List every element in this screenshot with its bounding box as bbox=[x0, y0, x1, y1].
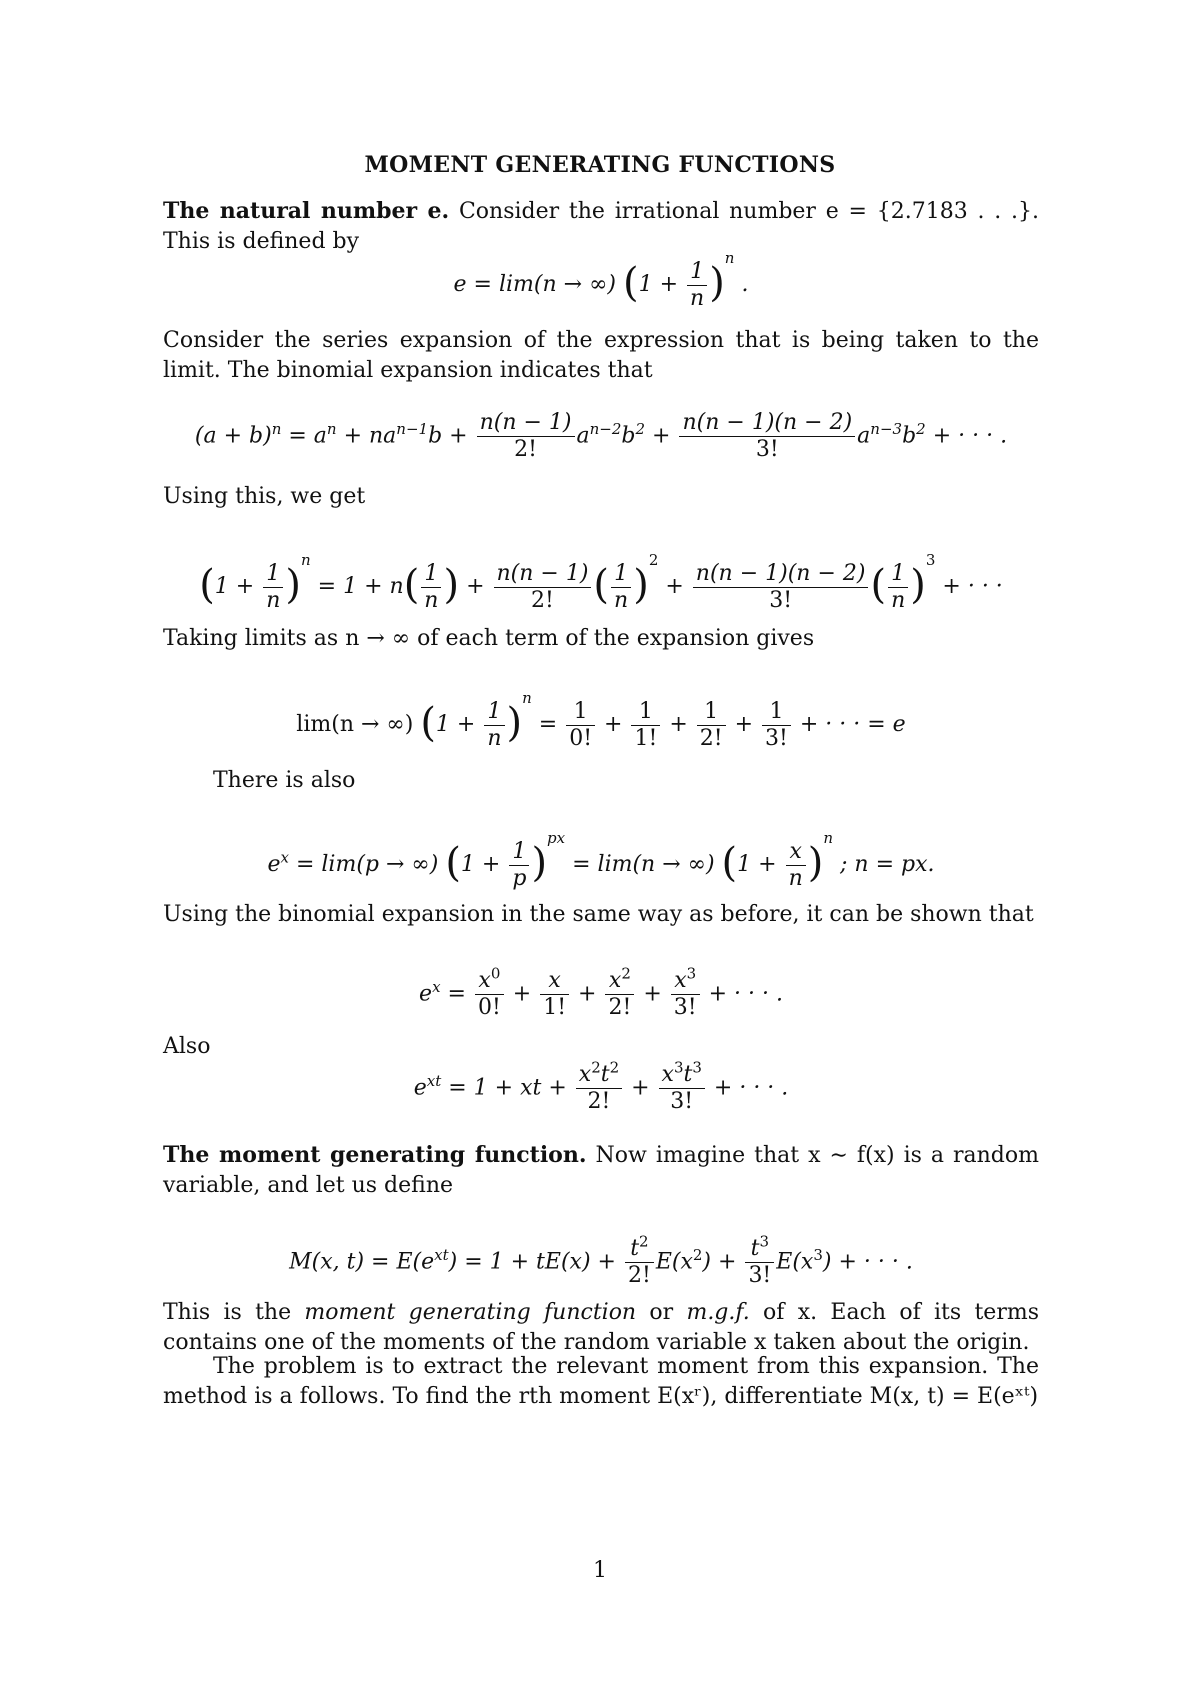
para-text: This is the bbox=[163, 1300, 305, 1325]
eq-text: (a + b) bbox=[194, 423, 272, 449]
eq-text: + bbox=[571, 981, 604, 1007]
exponent: n bbox=[823, 829, 834, 847]
fraction bbox=[484, 699, 504, 752]
eq-text: e bbox=[419, 981, 433, 1007]
numerator: 1 bbox=[266, 560, 281, 586]
numerator: n(n − 1)(n − 2) bbox=[682, 410, 853, 435]
eq-text: e bbox=[267, 852, 281, 877]
denominator: 3! bbox=[659, 1088, 705, 1115]
numerator: 1 bbox=[573, 698, 588, 724]
fraction bbox=[762, 699, 791, 752]
numerator bbox=[576, 1058, 622, 1088]
eq-text: + · · · . bbox=[925, 423, 1008, 449]
fraction bbox=[693, 561, 869, 614]
eq-text: + bbox=[459, 574, 492, 599]
denominator: n bbox=[263, 587, 283, 614]
numerator: 1 bbox=[638, 698, 653, 724]
denominator: 3! bbox=[693, 587, 869, 614]
fraction bbox=[697, 699, 726, 752]
left-paren: ( bbox=[870, 562, 887, 608]
fraction bbox=[421, 561, 441, 614]
fraction bbox=[494, 561, 592, 614]
denominator: n bbox=[484, 725, 504, 752]
fraction bbox=[475, 964, 504, 1021]
exponent: n bbox=[326, 420, 337, 439]
emphasis-text: m.g.f. bbox=[686, 1300, 750, 1325]
fraction bbox=[631, 699, 660, 752]
mgf-intro: Now imagine that x ∼ f(x) is a random variable, and let us define bbox=[163, 1143, 1039, 1198]
exponent: 3 bbox=[673, 1058, 684, 1077]
eq-text: a bbox=[576, 423, 590, 449]
denominator: 0! bbox=[475, 994, 504, 1021]
exponent: 2 bbox=[621, 964, 631, 983]
equation-ex-limit bbox=[163, 829, 1039, 892]
denominator: 2! bbox=[605, 994, 634, 1021]
eq-text: + bbox=[658, 574, 691, 599]
emphasis-text: moment generating function bbox=[304, 1300, 637, 1325]
denominator: 2! bbox=[625, 1262, 654, 1289]
eq-text: t bbox=[630, 1236, 640, 1261]
equation-ex-series bbox=[163, 964, 1039, 1021]
eq-text: t bbox=[600, 1062, 610, 1087]
eq-text: x bbox=[478, 968, 491, 993]
fraction bbox=[659, 1058, 705, 1115]
right-paren: ) bbox=[506, 700, 523, 746]
numerator: n(n − 1) bbox=[496, 560, 589, 586]
denominator: 0! bbox=[566, 725, 595, 752]
eq-text: x bbox=[578, 1062, 592, 1087]
exponent: 2 bbox=[635, 420, 646, 439]
eq-text: . bbox=[734, 272, 749, 297]
fraction bbox=[611, 561, 631, 614]
eq-text: + · · · . bbox=[701, 981, 783, 1007]
mgf-heading: The moment generating function. bbox=[163, 1142, 587, 1168]
exponent: px bbox=[547, 829, 566, 847]
numerator: n(n − 1) bbox=[479, 410, 572, 435]
right-paren: ) bbox=[709, 260, 725, 306]
eq-text: E(x bbox=[655, 1249, 693, 1275]
denominator: 2! bbox=[697, 725, 726, 752]
numerator bbox=[659, 1058, 705, 1088]
fraction bbox=[625, 1232, 654, 1289]
fraction bbox=[605, 964, 634, 1021]
page-number: 1 bbox=[593, 1558, 607, 1583]
exponent: 3 bbox=[759, 1232, 770, 1251]
exponent: 2 bbox=[591, 1058, 601, 1077]
exponent: 2 bbox=[648, 551, 659, 569]
eq-text: + · · · bbox=[935, 574, 1003, 599]
fraction bbox=[786, 839, 806, 892]
eq-text: + bbox=[624, 1075, 657, 1101]
eq-text: x bbox=[661, 1062, 674, 1087]
denominator: n bbox=[687, 285, 707, 312]
fraction bbox=[509, 839, 529, 892]
denominator: n bbox=[421, 587, 441, 614]
eq-text: e = lim(n → ∞) bbox=[453, 272, 623, 297]
eq-text: = lim(n → ∞) bbox=[565, 852, 722, 877]
eq-text: + · · · . bbox=[706, 1075, 789, 1101]
eq-text: a bbox=[857, 423, 871, 449]
numerator: 1 bbox=[704, 698, 719, 724]
fraction bbox=[263, 561, 283, 614]
numerator: 1 bbox=[424, 560, 439, 586]
numerator: 1 bbox=[487, 698, 502, 724]
numerator bbox=[745, 1232, 774, 1262]
exponent: n bbox=[724, 249, 735, 267]
eq-text: t bbox=[683, 1062, 693, 1087]
numerator: 1 bbox=[690, 258, 705, 284]
exponent: n bbox=[271, 420, 282, 439]
exponent: 3 bbox=[813, 1246, 823, 1265]
denominator: 3! bbox=[762, 725, 791, 752]
fraction bbox=[566, 699, 595, 752]
left-paren: ( bbox=[721, 840, 738, 886]
eq-text: x bbox=[608, 968, 622, 993]
exponent: n−1 bbox=[396, 420, 429, 439]
eq-text: = lim(p → ∞) bbox=[288, 852, 446, 877]
exponent: 3 bbox=[925, 551, 936, 569]
eq-text: = bbox=[531, 712, 565, 737]
right-paren: ) bbox=[285, 562, 301, 608]
equation-limit bbox=[163, 689, 1039, 752]
denominator: p bbox=[509, 865, 529, 892]
equation-ext-series bbox=[163, 1058, 1039, 1115]
eq-text: + bbox=[645, 423, 678, 449]
eq-text: + bbox=[636, 981, 669, 1007]
denominator: n bbox=[611, 587, 631, 614]
denominator: 2! bbox=[576, 1088, 622, 1115]
mgf-paragraph bbox=[163, 1140, 1039, 1201]
numerator: 1 bbox=[769, 698, 784, 724]
fraction bbox=[687, 259, 707, 312]
left-paren: ( bbox=[199, 562, 215, 608]
taking-limits-line: Taking limits as n → ∞ of each term of the expansion gives bbox=[163, 626, 815, 651]
eq-text: 1 + bbox=[638, 272, 686, 297]
eq-text: b bbox=[621, 423, 636, 449]
numerator bbox=[625, 1232, 654, 1262]
eq-text: x bbox=[674, 968, 687, 993]
series-paragraph: Consider the series expansion of the expression that is being taken to the limit. The binomial expansion indicates that bbox=[163, 328, 1039, 383]
fraction bbox=[679, 410, 855, 463]
fraction bbox=[671, 964, 700, 1021]
eq-text: M(x, t) = E(e bbox=[289, 1249, 435, 1275]
denominator: 3! bbox=[679, 436, 855, 463]
numerator: x bbox=[548, 968, 561, 993]
right-paren: ) bbox=[910, 562, 926, 608]
numerator bbox=[605, 964, 634, 994]
exponent: n bbox=[522, 689, 532, 707]
numerator bbox=[671, 964, 700, 994]
exponent: n−2 bbox=[589, 420, 622, 439]
exponent: 0 bbox=[490, 964, 501, 983]
exponent: x bbox=[432, 978, 441, 997]
left-paren: ( bbox=[445, 840, 461, 886]
natural-number-heading: The natural number e. bbox=[163, 198, 450, 224]
eq-text: 1 + bbox=[737, 852, 784, 877]
numerator: 1 bbox=[891, 560, 906, 586]
equation-e-definition bbox=[163, 249, 1039, 312]
numerator: x bbox=[789, 838, 802, 864]
eq-text: 1 + bbox=[214, 574, 262, 599]
fraction bbox=[745, 1232, 774, 1289]
using-binomial-line: Using the binomial expansion in the same way as before, it can be shown that bbox=[163, 902, 1034, 927]
eq-text: lim(n → ∞) bbox=[296, 712, 421, 737]
exponent: x bbox=[280, 848, 289, 867]
eq-text: b + bbox=[428, 423, 475, 449]
right-paren: ) bbox=[531, 840, 548, 886]
eq-text: = 1 + n bbox=[310, 574, 404, 599]
equation-mgf bbox=[163, 1232, 1039, 1289]
eq-text: E(x bbox=[776, 1249, 814, 1275]
denominator: 1! bbox=[631, 725, 660, 752]
exponent: n−3 bbox=[870, 420, 903, 439]
eq-text: b bbox=[902, 423, 917, 449]
natural-number-paragraph bbox=[163, 196, 1039, 257]
fraction bbox=[576, 1058, 622, 1115]
fraction bbox=[540, 968, 569, 1021]
eq-text: = 1 + xt + bbox=[441, 1075, 574, 1101]
left-paren: ( bbox=[420, 700, 436, 746]
left-paren: ( bbox=[403, 562, 420, 608]
natural-number-intro: Consider the irrational number e = {2.7183 . . .}. This is defined by bbox=[163, 199, 1039, 254]
numerator: 1 bbox=[614, 560, 629, 586]
eq-text: ) + bbox=[702, 1249, 744, 1275]
problem-paragraph: The problem is to extract the relevant moment from this expansion. The method is a follows. To find the rth moment E(xʳ), differentiate M(x, t) = E(eˣᵗ) bbox=[163, 1354, 1039, 1409]
eq-text: 1 + bbox=[435, 712, 483, 737]
exponent: xt bbox=[426, 1072, 442, 1091]
eq-text: + na bbox=[336, 423, 397, 449]
equation-expansion bbox=[163, 551, 1039, 614]
denominator: 1! bbox=[540, 994, 569, 1021]
eq-text: 1 + bbox=[460, 852, 508, 877]
fraction bbox=[888, 561, 908, 614]
eq-text: + bbox=[727, 712, 761, 737]
eq-text: = a bbox=[281, 423, 327, 449]
exponent: 2 bbox=[916, 420, 926, 439]
fraction bbox=[477, 410, 575, 463]
eq-text: = bbox=[440, 981, 473, 1007]
right-paren: ) bbox=[633, 562, 649, 608]
exponent: 3 bbox=[692, 1058, 702, 1077]
eq-text: + · · · = e bbox=[792, 712, 906, 737]
numerator bbox=[475, 964, 504, 994]
denominator: 3! bbox=[745, 1262, 774, 1289]
eq-text: t bbox=[750, 1236, 760, 1261]
document-title: MOMENT GENERATING FUNCTIONS bbox=[364, 152, 836, 178]
denominator: 3! bbox=[671, 994, 700, 1021]
denominator: 2! bbox=[477, 436, 575, 463]
there-is-also-line: There is also bbox=[213, 768, 356, 793]
exponent: 3 bbox=[686, 964, 697, 983]
right-paren: ) bbox=[807, 840, 824, 886]
right-paren: ) bbox=[443, 562, 460, 608]
para-text: of x. Each of its terms contains one of the moments of the random variable x taken about the origin. bbox=[163, 1300, 1039, 1355]
left-paren: ( bbox=[622, 260, 639, 306]
exponent: 2 bbox=[609, 1058, 620, 1077]
denominator: n bbox=[786, 865, 806, 892]
eq-text: ) + · · · . bbox=[822, 1249, 913, 1275]
exponent: 2 bbox=[692, 1246, 703, 1265]
numerator: 1 bbox=[512, 838, 527, 864]
left-paren: ( bbox=[593, 562, 610, 608]
eq-text: e bbox=[413, 1075, 427, 1101]
exponent: 2 bbox=[639, 1232, 649, 1251]
exponent: xt bbox=[434, 1246, 449, 1265]
mgf-definition-paragraph bbox=[163, 1298, 1039, 1358]
eq-text: ; n = px. bbox=[833, 852, 935, 877]
eq-text: + bbox=[505, 981, 539, 1007]
also-line: Also bbox=[163, 1034, 211, 1059]
exponent: n bbox=[301, 551, 311, 569]
eq-text: ) = 1 + tE(x) + bbox=[448, 1249, 623, 1275]
denominator: n bbox=[888, 587, 908, 614]
using-this-line: Using this, we get bbox=[163, 484, 366, 509]
equation-binomial bbox=[163, 410, 1039, 463]
denominator: 2! bbox=[494, 587, 592, 614]
eq-text: + bbox=[662, 712, 695, 737]
para-text: or bbox=[636, 1300, 687, 1325]
numerator: n(n − 1)(n − 2) bbox=[695, 560, 866, 586]
eq-text: + bbox=[597, 712, 630, 737]
